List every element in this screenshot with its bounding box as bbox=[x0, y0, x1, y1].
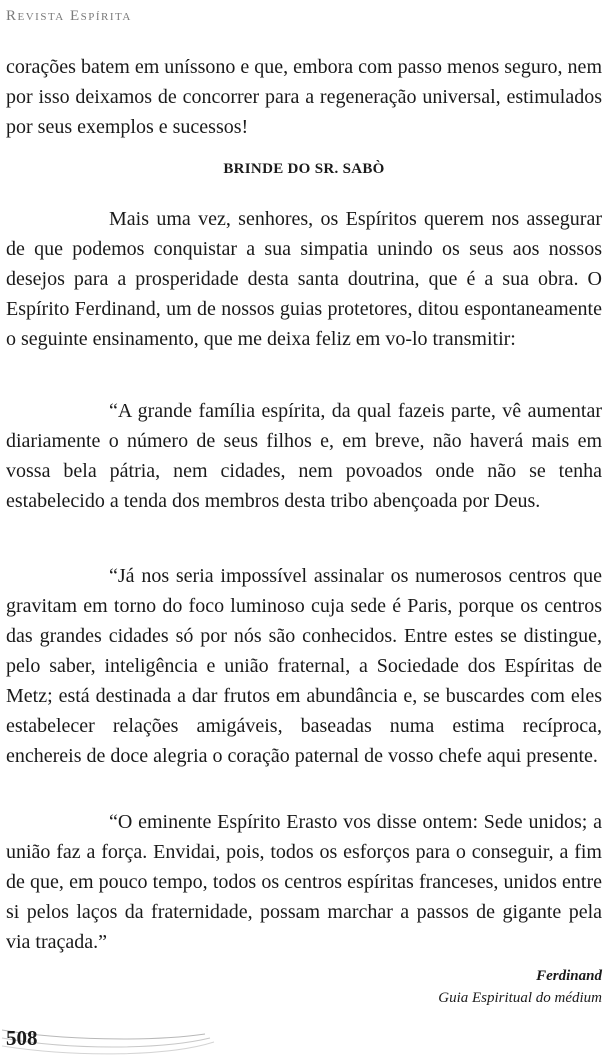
section-heading: BRINDE DO SR. SABÒ bbox=[223, 161, 385, 177]
paragraph-quote-2: “Já nos seria impossível assinalar os numerosos centros que gravitam em torno do foco luminoso cuja sede é Paris, porque os centros das grandes cidades só por nós são conhecidos. Entre estes se distingue, pelo saber, inteligência e união fraternal, a Sociedade dos Espíritas de Metz; está destinada a dar frutos em abundância e, se buscardes com eles estabelecer relações amigáveis, baseadas numa estima recíproca, enchereis de doce alegria o coração paternal de vosso chefe aqui presente. bbox=[6, 565, 602, 767]
running-head: Revista Espírita bbox=[6, 8, 132, 24]
signature-role: Guia Espiritual do médium bbox=[438, 990, 602, 1006]
signature-name: Ferdinand bbox=[536, 968, 602, 984]
paragraph-quote-1: “A grande família espírita, da qual fazeis parte, vê aumentar diariamente o número de seus filhos e, em breve, não haverá mais em vossa bela pátria, nem cidades, nem povoados onde não se tenha estabelecido a tenda dos membros desta tribo abençoada por Deus. bbox=[6, 400, 602, 512]
paragraph-intro: Mais uma vez, senhores, os Espíritos querem nos assegurar de que podemos conquistar a sua simpatia unindo os seus aos nossos desejos para a prosperidade desta santa doutrina, que é a sua obra. O Espírito Ferdinand, um de nossos guias protetores, ditou espontaneamente o seguinte ensinamento, que me deixa feliz em vo-lo transmitir: bbox=[6, 208, 602, 350]
paragraph-quote-3: “O eminente Espírito Erasto vos disse ontem: Sede unidos; a união faz a força. Envidai, pois, todos os esforços para o conseguir, a fim de que, em pouco tempo, todos os centros espíritas franceses, unidos entre si pelos laços da fraternidade, possam marchar a passos de gigante pela via traçada.” bbox=[6, 811, 602, 953]
page-number: 508 bbox=[6, 1026, 38, 1050]
paragraph-continuation: corações batem em uníssono e que, embora com passo menos seguro, nem por isso deixamos de concorrer para a regeneração universal, estimulados por seus exemplos e sucessos! bbox=[6, 56, 602, 138]
